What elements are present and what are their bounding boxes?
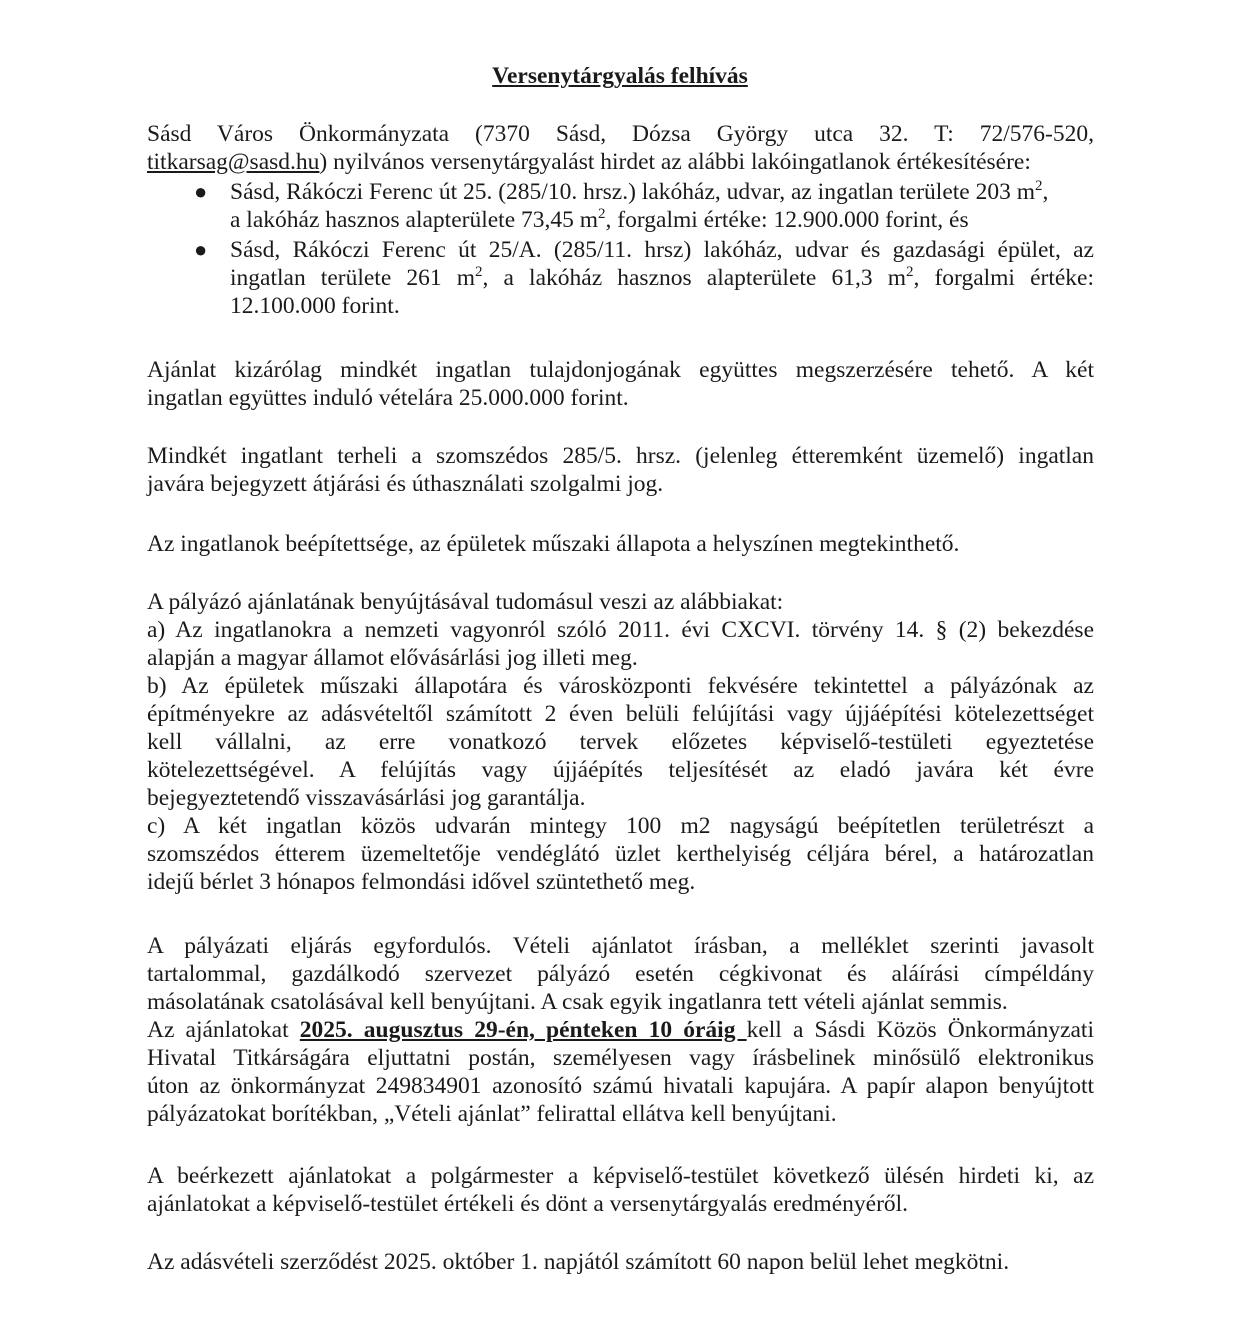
list-item-line: Sásd, Rákóczi Ferenc út 25/A. (285/11. hrsz) lakóház, udvar és gazdasági épület, az xyxy=(230,237,1094,263)
result-paragraph: A beérkezett ajánlatokat a polgármester a képviselő-testület következő ülésén hirdeti ki, az ajánlatokat a képviselő-testület értékeli és dönt a versenytárgyalás eredményéről. xyxy=(147,1163,1094,1217)
acknowledgement-paragraph: A pályázó ajánlatának benyújtásával tudomásul veszi az alábbiakat: a) Az ingatlanokra a nemzeti vagyonról szóló 2011. évi CXCVI. törvény 14. § (2) bekezdése alapján a magyar államot elővásárlási jog illeti meg. b) Az épületek műszaki állapotára és városközponti fekvésére tekintettel a pályázónak az építményekre az adásvételtől számított 2 éven belüli felújítási vagy újjáépítési kötelezettséget kell vállalni, az erre vonatkozó tervek előzetes képviselő-testületi egyeztetése kötelezettségével. A felújítás vagy újjáépítés teljesítését az eladó javára két évre bejegyeztetendő visszavásárlási jog garantálja. c) A két ingatlan közös udvarán mintegy 100 m2 nagyságú beépítetlen területrészt a szomszédos étterem üzemeltetője vendéglátó üzlet kerthelyiség céljára bérel, a határozatlan idejű bérlet 3 hónapos felmondási idővel szüntethető meg. xyxy=(147,589,1094,895)
offer-paragraph: Ajánlat kizárólag mindkét ingatlan tulajdonjogának együttes megszerzésére tehető. A két ingatlan együttes induló vételára 25.000.000 forint. xyxy=(147,357,1094,411)
contract-paragraph: Az adásvételi szerződést 2025. október 1. napjától számított 60 napon belül lehet megkötni. xyxy=(147,1249,1010,1275)
list-item xyxy=(190,178,1094,234)
procedure-paragraph: A pályázati eljárás egyfordulós. Vételi ajánlatot írásban, a melléklet szerinti javasolt tartalommal, gazdálkodó szervezet pályázó esetén cégkivonat és aláírási címpéldány másolatának csatolásával kell benyújtani. A csak egyik ingatlanra tett vételi ajánlat semmis. Az ajánlatokat 2025. augusztus 29-én, pénteken 10 óráig kell a Sásdi Közös Önkormányzati Hivatal Titkárságára eljuttatni postán, személyesen vagy írásbelinek minősülő elektronikus úton az önkormányzat 249834901 azonosító számú hivatali kapujára. A papír alapon benyújtott pályázatokat borítékban, „Vételi ajánlat” felirattal ellátva kell benyújtani. xyxy=(147,933,1094,1127)
inspection-paragraph: Az ingatlanok beépítettsége, az épületek műszaki állapota a helyszínen megtekinthető. xyxy=(147,531,960,557)
property-list xyxy=(190,178,1094,320)
intro-line: Sásd Város Önkormányzata (7370 Sásd, Dózsa György utca 32. T: 72/576-520, xyxy=(147,121,1094,147)
list-item-line: 12.100.000 forint. xyxy=(230,293,400,319)
email-link[interactable]: titkarsag@sasd.hu xyxy=(147,149,320,175)
list-item-line: Sásd, Rákóczi Ferenc út 25. (285/10. hrsz.) lakóház, udvar, az ingatlan területe 203 $m^2$, xyxy=(230,178,1049,205)
list-item-line: a lakóház hasznos alapterülete 73,45 $m^2$, forgalmi értéke: 12.900.000 forint, és xyxy=(230,206,969,233)
bullet-icon: ● xyxy=(194,237,208,262)
intro-paragraph xyxy=(147,120,1094,176)
list-item xyxy=(190,236,1094,320)
intro-line xyxy=(147,148,1094,176)
deadline-date: 2025. augusztus 29-én, pénteken 10 óráig xyxy=(299,1017,747,1043)
page-title: Versenytárgyalás felhívás xyxy=(492,63,748,89)
list-item-line: ingatlan területe 261 $m^2$, a lakóház hasznos alapterülete 61,3 $m^2$, forgalmi értéke: xyxy=(230,264,1094,291)
easement-paragraph: Mindkét ingatlant terheli a szomszédos 285/5. hrsz. (jelenleg étteremként üzemelő) ingatlan javára bejegyzett átjárási és úthasználati szolgalmi jog. xyxy=(147,443,1094,497)
deadline-line: Az ajánlatokat 2025. augusztus 29-én, pénteken 10 óráig kell a Sásdi Közös Önkormányzati xyxy=(147,1017,1094,1043)
bullet-icon: ● xyxy=(194,179,208,204)
intro-line-rest: ) nyilvános versenytárgyalást hirdet az alábbi lakóingatlanok értékesítésére: xyxy=(319,149,1031,175)
